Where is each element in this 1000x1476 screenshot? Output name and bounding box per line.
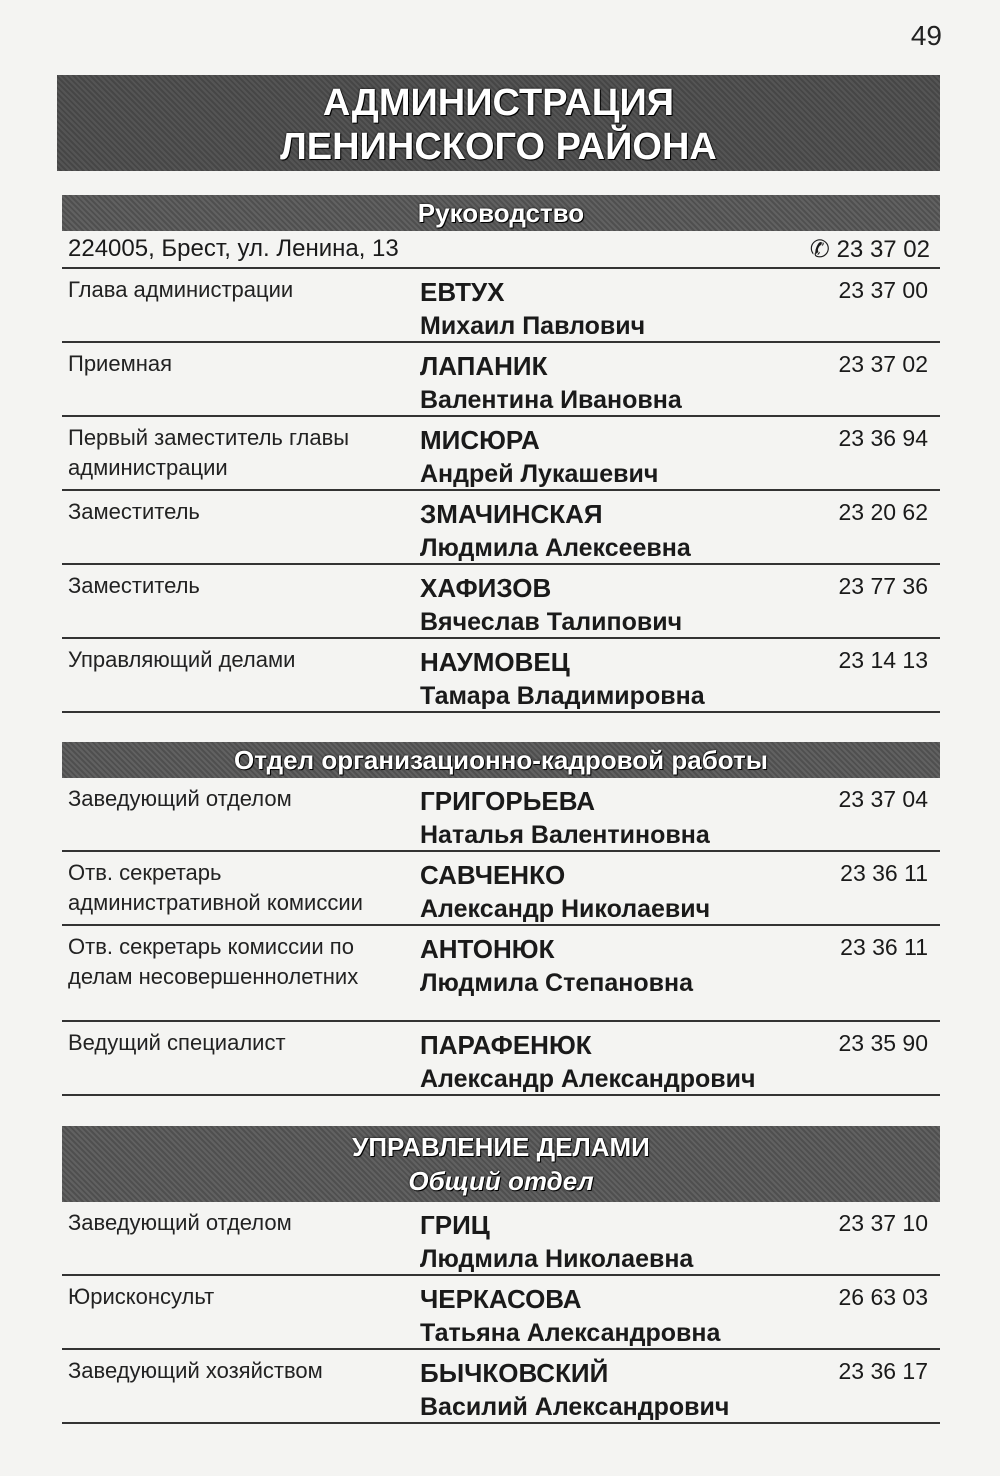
table-row xyxy=(62,343,940,417)
position: Заместитель xyxy=(68,573,200,598)
section-header: Отдел организационно-кадровой работы xyxy=(62,742,940,778)
position: Приемная xyxy=(68,351,172,376)
table-row xyxy=(62,852,940,926)
given-name: Татьяна Александровна xyxy=(420,1319,721,1347)
phone: 23 36 94 xyxy=(838,425,928,451)
phone: 26 63 03 xyxy=(838,1284,928,1310)
table-row xyxy=(62,417,940,491)
phone: 23 36 11 xyxy=(840,860,928,886)
position: Заведующий отделом xyxy=(68,1210,292,1235)
phone: 23 36 17 xyxy=(838,1358,928,1384)
position: Заместитель xyxy=(68,499,200,524)
surname: ЗМАЧИНСКАЯ xyxy=(420,499,603,529)
surname: ХАФИЗОВ xyxy=(420,573,552,603)
surname: ЛАПАНИК xyxy=(420,351,548,381)
position: Отв. секретарь административной комиссии xyxy=(68,860,363,915)
surname: АНТОНЮК xyxy=(420,934,555,964)
given-name: Людмила Николаевна xyxy=(420,1245,694,1273)
given-name: Александр Николаевич xyxy=(420,895,711,923)
table-row xyxy=(62,1202,940,1276)
section-leadership xyxy=(62,195,940,713)
section-header: Руководство xyxy=(62,195,940,231)
given-name: Вячеслав Талипович xyxy=(420,608,683,636)
position: Первый заместитель главы администрации xyxy=(68,425,350,480)
section-subtitle: Общий отдел xyxy=(408,1166,594,1196)
given-name: Василий Александрович xyxy=(420,1393,730,1421)
phone: 23 37 04 xyxy=(838,786,928,812)
phone: 23 37 10 xyxy=(838,1210,928,1236)
table-row xyxy=(62,1350,940,1424)
page-number: 49 xyxy=(910,20,942,51)
section-header xyxy=(62,1126,940,1202)
phone: 23 14 13 xyxy=(838,647,928,673)
given-name: Михаил Павлович xyxy=(420,312,646,340)
phone: 23 77 36 xyxy=(838,573,928,599)
surname: ПАРАФЕНЮК xyxy=(420,1030,592,1060)
position: Юрисконсульт xyxy=(68,1284,215,1309)
surname: САВЧЕНКО xyxy=(420,860,566,890)
table-row xyxy=(62,1022,940,1096)
table-row xyxy=(62,778,940,852)
section-general-affairs xyxy=(62,1126,940,1424)
position: Заведующий хозяйством xyxy=(68,1358,323,1383)
surname: ГРИЦ xyxy=(420,1210,490,1240)
position: Управляющий делами xyxy=(68,647,296,672)
given-name: Наталья Валентиновна xyxy=(420,821,710,849)
given-name: Людмила Степановна xyxy=(420,969,693,997)
surname: ГРИГОРЬЕВА xyxy=(420,786,596,816)
title-line-1: АДМИНИСТРАЦИЯ xyxy=(322,82,675,124)
surname: НАУМОВЕЦ xyxy=(420,647,570,677)
given-name: Александр Александрович xyxy=(420,1065,756,1093)
phone: 23 37 00 xyxy=(838,277,928,303)
phone: 23 36 11 xyxy=(840,934,928,960)
table-row xyxy=(62,269,940,343)
surname: ЧЕРКАСОВА xyxy=(420,1284,582,1314)
phone: 23 37 02 xyxy=(838,351,928,377)
table-row xyxy=(62,1276,940,1350)
phone: 23 20 62 xyxy=(838,499,928,525)
surname: БЫЧКОВСКИЙ xyxy=(420,1358,609,1388)
address-row xyxy=(62,231,940,269)
table-row xyxy=(62,639,940,713)
table-row xyxy=(62,565,940,639)
table-row xyxy=(62,491,940,565)
title-line-2: ЛЕНИНСКОГО РАЙОНА xyxy=(280,126,717,168)
given-name: Людмила Алексеевна xyxy=(420,534,691,562)
section-hr-department xyxy=(62,742,940,1096)
page-title xyxy=(57,75,940,171)
given-name: Тамара Владимировна xyxy=(420,682,705,710)
address: 224005, Брест, ул. Ленина, 13 xyxy=(68,235,399,262)
section-title: УПРАВЛЕНИЕ ДЕЛАМИ xyxy=(352,1132,650,1162)
position: Глава администрации xyxy=(68,277,294,302)
position: Отв. секретарь комиссии по делам несовершеннолетних xyxy=(68,934,359,989)
position: Заведующий отделом xyxy=(68,786,292,811)
surname: МИСЮРА xyxy=(420,425,540,455)
given-name: Валентина Ивановна xyxy=(420,386,682,414)
phone: 23 35 90 xyxy=(838,1030,928,1056)
position: Ведущий специалист xyxy=(68,1030,286,1055)
given-name: Андрей Лукашевич xyxy=(420,460,659,488)
address-phone: ✆ 23 37 02 xyxy=(809,236,930,263)
surname: ЕВТУХ xyxy=(420,277,505,307)
table-row xyxy=(62,926,940,1022)
